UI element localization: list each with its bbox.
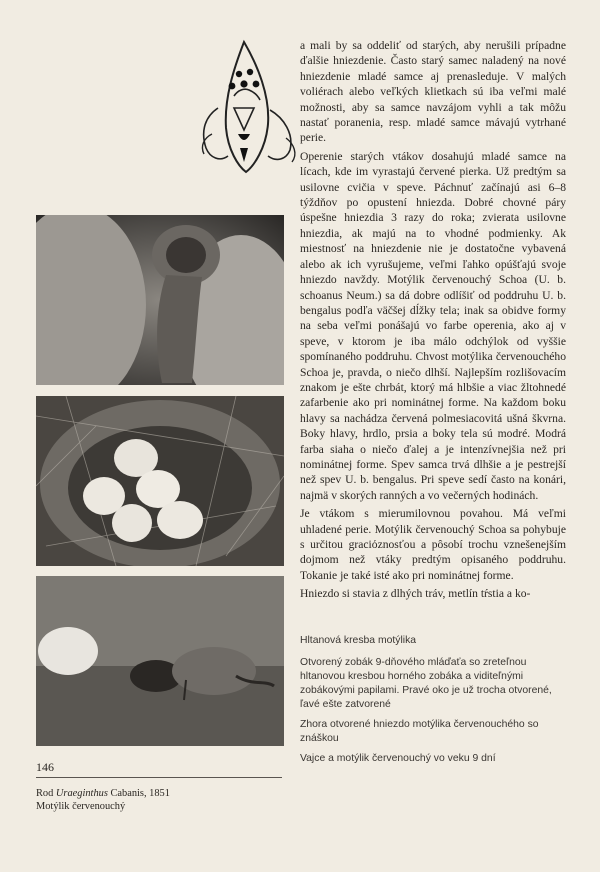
footer-rule bbox=[36, 777, 282, 778]
body-text-column bbox=[300, 38, 566, 602]
caption-title: Hltanová kresba motýlika bbox=[300, 635, 417, 646]
running-footer-line-1 bbox=[36, 787, 170, 800]
photo-chick-open-beak bbox=[36, 215, 284, 385]
figure-captions bbox=[300, 634, 566, 772]
caption-item: Zhora otvorené hniezdo motýlika červenouchého so znáškou bbox=[300, 719, 539, 744]
caption-item: Vajce a motýlik červenouchý vo veku 9 dní bbox=[300, 753, 496, 764]
caption-item: Otvorený zobák 9-dňového mláďaťa so zreteľnou hltanovou kresbou horného zobáka a viditeľnými zobákovými papilami. Pravé oko je už trocha otvorené, ľavé ešte zatvorené bbox=[300, 657, 552, 710]
footer-rod: Rod bbox=[36, 788, 56, 799]
photo-nest-with-eggs bbox=[36, 396, 284, 566]
photo-egg-and-chick bbox=[36, 576, 284, 746]
body-paragraph: Je vtákom s mierumilovnou povahou. Má veľmi uhladené perie. Motýlik červenouchý Schoa sa pohybuje s určitou graciόznosťou a pôsobí trochu vznešenejším dojmom než vtáky predtým opisaného poddruhu. Tokanie je také isté ako pri nominátnej forme. bbox=[300, 507, 566, 582]
footer-author: Cabanis, 1851 bbox=[107, 788, 170, 799]
running-footer-line-2: Motýlik červenouchý bbox=[36, 801, 126, 812]
footer-genus: Uraeginthus bbox=[55, 788, 108, 799]
beak-marking-drawing bbox=[194, 38, 306, 174]
body-paragraph: Hniezdo si stavia z dlhých tráv, metlín tŕstia a ko- bbox=[300, 587, 531, 601]
body-paragraph: Operenie starých vtákov dosahujú mladé samce na lícach, kde im vyrastajú červené pierka. Už predtým sa usilovne cvičia v speve. Páchnuť začínajú asi 6–8 týždňov po opustení hniezda. Dobré chovné páry úspešne hniezdia 3 razy do roka; zvierata usilovne hniezdia, ak majú na to vhodné podmienky. Ak miestnosť na hniezdenie nie je dostatočne vybavená alebo ak ich vyrušujeme, veľmi ľahko opúšťajú svoje hniezdo navždy. Motýlik červenouchý Schoa (U. b. schoanus Neum.) sa dá dobre odlíšiť od poddruhu U. b. bengalus podľa väčšej dĺžky tela; inak sa obidve formy na seba veľmi ponášajú vo farbe operenia, ako aj v speve, v ktorom je iba málo odchýlok od vyššie spomínaného poddruhu. Chvost motýlika červenouchého Schoa je, pravda, o niečo dlhší. Najlepším rozlišovacím znakom je ešte chrbát, ktorý má hlbšie a viac žltohnedé zafarbenie ako pri nominátnej forme. Na každom boku hlavy sa nachádza červená polmesiacovitá ušná škvrna. Boky hlavy, hrdlo, prsia a boky tela sú modré. Modrá farba siaha o niečo ďalej a je intenzívnejšia než pri nominátnej forme. Spev samca trvá dlhšie a je pestrejší než spev U. b. bengalus. Pri speve sedí často na konári, najmä v skorých ranných a vo večerných hodinách. bbox=[300, 149, 566, 502]
page-number: 146 bbox=[36, 760, 54, 774]
body-paragraph: a mali by sa oddeliť od starých, aby nerušili prípadne ďalšie hniezdenie. Často starý samec naladený na nové hniezdenie mladé samce aj prenasleduje. V malých voliérach alebo veľkých klietkach sú iba veľmi malé možnosti, aby sa samce navzájom vyhli a tak môžu nastať poranenia, resp. mladé samce mávajú vytrhané perie. bbox=[300, 39, 566, 145]
running-footer bbox=[36, 787, 170, 813]
